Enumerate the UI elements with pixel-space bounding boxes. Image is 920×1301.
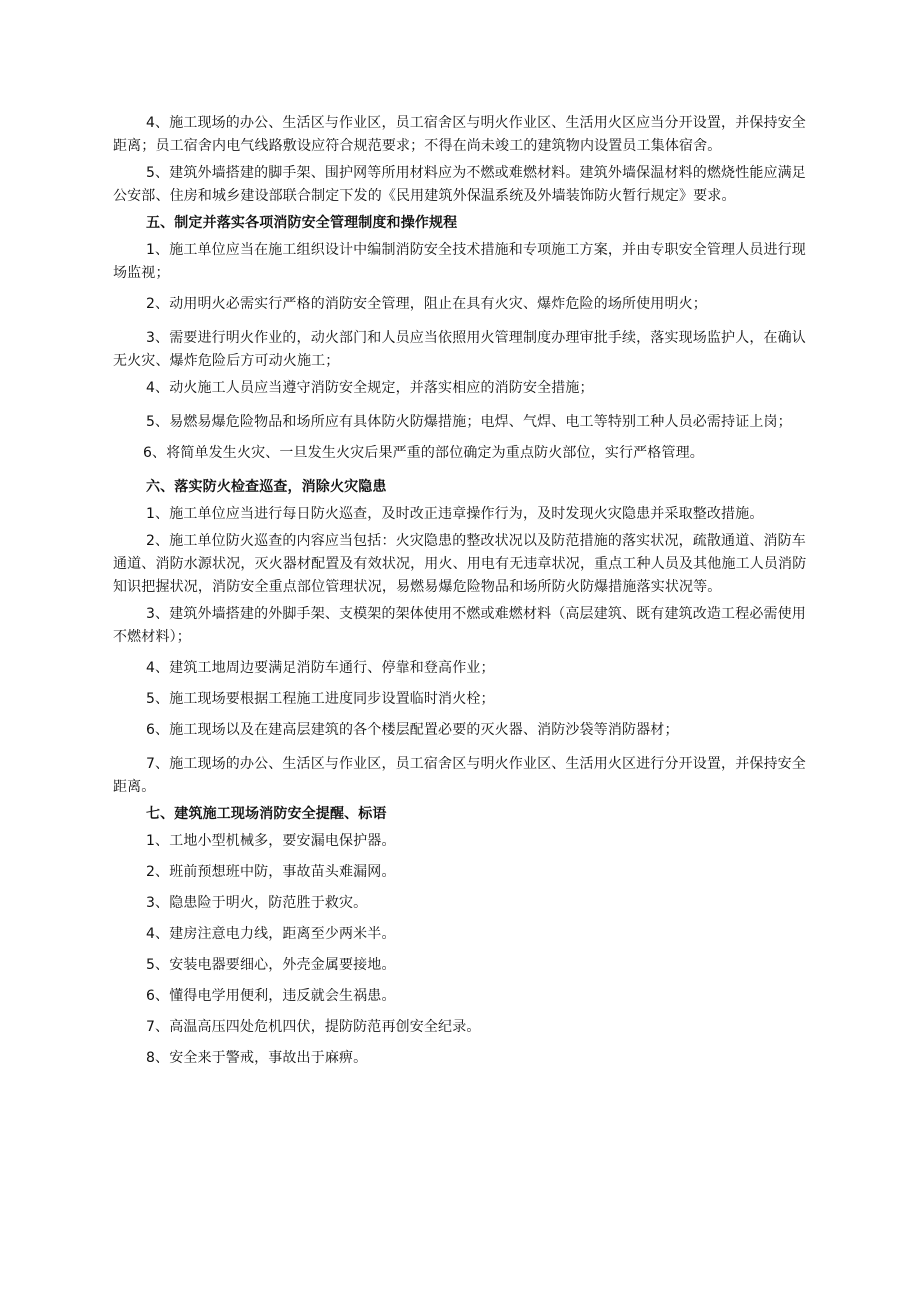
- paragraph: 2、动用明火必需实行严格的消防安全管理，阻止在具有火灾、爆炸危险的场所使用明火；: [146, 296, 707, 312]
- paragraph: 4、建筑工地周边要满足消防车通行、停靠和登高作业；: [146, 660, 495, 676]
- paragraph: 5、安装电器要细心，外壳金属要接地。: [146, 957, 396, 973]
- paragraph: 3、需要进行明火作业的，动火部门和人员应当依照用火管理制度办理审批手续，落实现场监护人，在确认无火灾、爆炸危险后方可动火施工；: [113, 330, 806, 369]
- paragraph: 5、易燃易爆危险物品和场所应有具体防火防爆措施；电焊、气焊、电工等特别工种人员必需持证上岗；: [146, 414, 792, 430]
- paragraph: 4、建房注意电力线，距离至少两米半。: [146, 926, 396, 942]
- paragraph: 3、隐患险于明火，防范胜于救灾。: [146, 895, 368, 911]
- paragraph: 5、建筑外墙搭建的脚手架、围护网等所用材料应为不燃或难燃材料。建筑外墙保温材料的燃烧性能应满足公安部、住房和城乡建设部联合制定下发的《民用建筑外保温系统及外墙装饰防火暂行规定》要求。: [113, 165, 806, 204]
- paragraph: 6、施工现场以及在建高层建筑的各个楼层配置必要的灭火器、消防沙袋等消防器材；: [146, 722, 679, 738]
- paragraph: 2、班前预想班中防，事故苗头难漏网。: [146, 864, 396, 880]
- paragraph: 3、建筑外墙搭建的外脚手架、支模架的架体使用不燃或难燃材料（高层建筑、既有建筑改造工程必需使用不燃材料）；: [113, 606, 806, 645]
- paragraph: 1、施工单位应当在施工组织设计中编制消防安全技术措施和专项施工方案，并由专职安全管理人员进行现场监视；: [113, 242, 806, 281]
- paragraph: 2、施工单位防火巡查的内容应当包括：火灾隐患的整改状况以及防范措施的落实状况，疏散通道、消防车通道、消防水源状况，灭火器材配置及有效状况，用火、用电有无违章状况，重点工种人员及其他施工人员消防知识把握状况，消防安全重点部位管理状况，易燃易爆危险物品和场所防火防爆措施落实状况等。: [113, 533, 807, 595]
- paragraph: 6、将简单发生火灾、一旦发生火灾后果严重的部位确定为重点防火部位，实行严格管理。: [143, 445, 704, 461]
- paragraph: 6、懂得电学用便利，违反就会生祸患。: [146, 988, 396, 1004]
- paragraph: 7、施工现场的办公、生活区与作业区，员工宿舍区与明火作业区、生活用火区进行分开设置，并保持安全距离。: [113, 756, 806, 795]
- paragraph: 5、施工现场要根据工程施工进度同步设置临时消火栓；: [146, 691, 495, 707]
- paragraph: 4、动火施工人员应当遵守消防安全规定，并落实相应的消防安全措施；: [146, 380, 594, 396]
- paragraph: 8、安全来于警戒，事故出于麻痹。: [146, 1050, 368, 1066]
- document-body: [113, 112, 813, 1070]
- paragraph: 4、施工现场的办公、生活区与作业区，员工宿舍区与明火作业区、生活用火区应当分开设置，并保持安全距离；员工宿舍内电气线路敷设应符合规范要求；不得在尚未竣工的建筑物内设置员工集体宿舍。: [113, 115, 806, 154]
- paragraph: 1、施工单位应当进行每日防火巡查，及时改正违章操作行为，及时发现火灾隐患并采取整改措施。: [146, 506, 764, 522]
- section-heading: 六、落实防火检查巡查，消除火灾隐患: [146, 479, 387, 495]
- paragraph: 1、工地小型机械多，要安漏电保护器。: [146, 833, 396, 849]
- section-heading: 七、建筑施工现场消防安全提醒、标语: [146, 806, 387, 822]
- paragraph: 7、高温高压四处危机四伏，提防防范再创安全纪录。: [146, 1019, 481, 1035]
- section-heading: 五、制定并落实各项消防安全管理制度和操作规程: [146, 215, 458, 231]
